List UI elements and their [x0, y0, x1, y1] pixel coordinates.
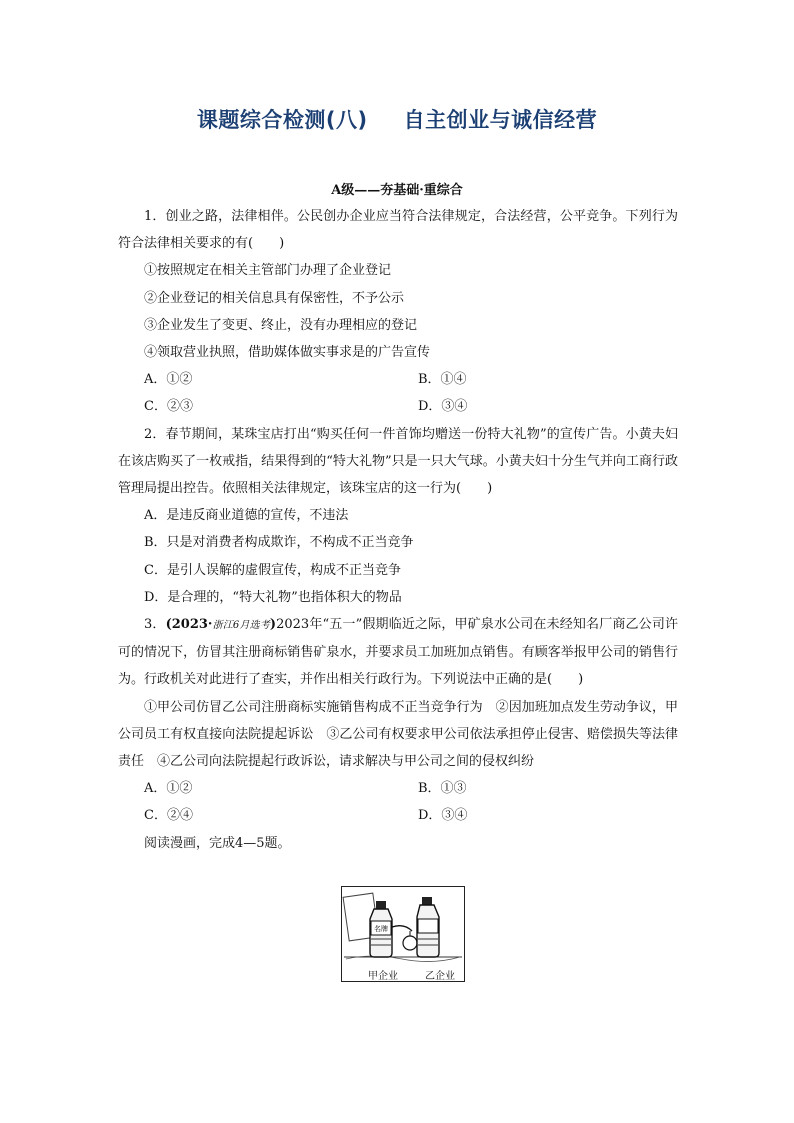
q1-options-row-1 — [118, 366, 678, 393]
money-bag-icon — [403, 936, 417, 950]
q1-option-b: B．①④ — [418, 372, 467, 388]
q3-option-d: D．③④ — [418, 808, 468, 824]
q1-item-4: ④领取营业执照，借助媒体做实事求是的广告宣传 — [144, 345, 431, 361]
title-part-1: 课题综合检测(八) — [196, 108, 368, 132]
title-part-2: 自主创业与诚信经营 — [403, 108, 598, 132]
q1-stem: 1．创业之路，法律相伴。公民创办企业应当符合法律规定，合法经营，公平竞争。下列行为符合法律相关要求的有( ) — [118, 209, 678, 252]
q2-option-c: C．是引人误解的虚假宣传，构成不正当竞争 — [144, 562, 401, 578]
right-bottle — [417, 897, 439, 957]
q1-item-3: ③企业发生了变更、终止，没有办理相应的登记 — [144, 317, 418, 333]
bottle-label: 名牌 — [374, 925, 388, 933]
caption-right: 乙企业 — [425, 971, 455, 982]
q3-options-row-1 — [118, 775, 678, 802]
q3-source-tag: 浙江6月选考 — [212, 620, 270, 632]
q2-option-d: D．是合理的，“特大礼物”也指体积大的物品 — [144, 589, 402, 605]
q1-option-c: C．②③ — [144, 399, 193, 415]
q1-options-row-2 — [118, 393, 678, 420]
q3-source-open: (2023· — [165, 617, 213, 633]
question-body — [118, 203, 678, 857]
page-title — [0, 104, 794, 134]
q3-option-b: B．①③ — [418, 781, 467, 797]
q3-number: 3． — [144, 617, 166, 633]
q1-item-2: ②企业登记的相关信息具有保密性，不予公示 — [144, 290, 405, 306]
q2-option-a: A．是违反商业道德的宣传，不违法 — [144, 508, 349, 524]
reading-prompt: 阅读漫画，完成4—5题。 — [144, 835, 291, 851]
q3-options-row-2 — [118, 802, 678, 829]
q3-source-close: ) — [269, 617, 277, 633]
section-heading: A级——夯基础·重综合 — [331, 183, 463, 198]
q2-option-b: B．只是对消费者构成欺诈，不构成不正当竞争 — [144, 535, 414, 551]
q3-option-a: A．①② — [144, 781, 193, 797]
q2-stem: 2．春节期间，某珠宝店打出“购买任何一件首饰均赠送一份特大礼物”的宣传广告。小黄夫妇在该店购买了一枚戒指，结果得到的“特大礼物”只是一只大气球。小黄夫妇十分生气并向工商行政管理局提出控告。依照相关法律规定，该珠宝店的这一行为( ) — [118, 426, 678, 497]
q1-option-d: D．③④ — [418, 399, 468, 415]
q3-items: ①甲公司仿冒乙公司注册商标实施销售构成不正当竞争行为 ②因加班加点发生劳动争议，甲公司员工有权直接向法院提起诉讼 ③乙公司有权要求甲公司依法承担停止侵害、赔偿损失等法律责任 ④乙公司向法院提起行政诉讼，请求解决与甲公司之间的侵权纠纷 — [118, 699, 678, 770]
q3-stem — [118, 611, 678, 694]
q1-item-1: ①按照规定在相关主管部门办理了企业登记 — [144, 263, 392, 279]
q3-option-c: C．②④ — [144, 808, 193, 824]
q3-stem-text: 2023年“五一”假期临近之际，甲矿泉水公司在未经知名厂商乙公司许可的情况下，仿冒其注册商标销售矿泉水，并要求员工加班加点销售。有顾客举报甲公司的销售行为。行政机关对此进行了查实，并作出相关行政行为。下列说法中正确的是( ) — [118, 617, 678, 688]
q1-option-a: A．①② — [144, 372, 193, 388]
caption-left: 甲企业 — [368, 971, 398, 982]
